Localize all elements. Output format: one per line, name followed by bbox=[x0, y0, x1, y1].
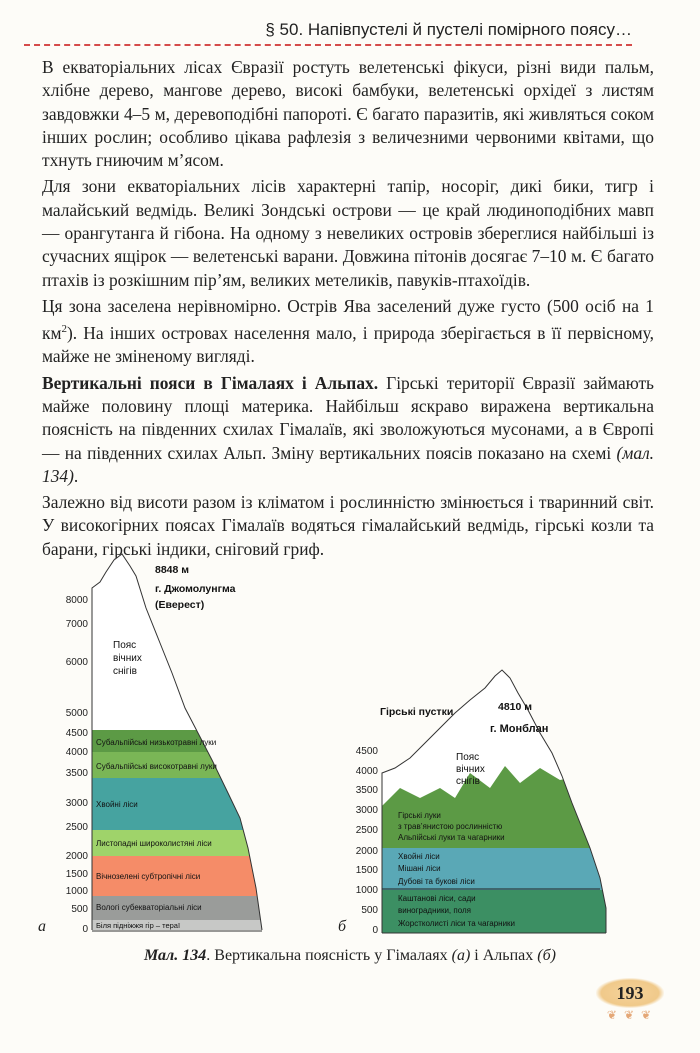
himalaya-label-alpine-high: Субальпійські високотравні луки bbox=[96, 762, 217, 771]
alps-tick-2500: 2500 bbox=[355, 825, 378, 836]
himalaya-diagram bbox=[66, 548, 270, 935]
paragraph-4-text: Гірські території Євразії займають майже половину площі материка. Найбільш яскраво виражена вертикальна поясність на південних схилах Гімалаїв, які зволожуються мусонами, а в Європі — на південних схилах Альп. Зміну вертикальних поясів показано на схемі bbox=[42, 372, 654, 463]
himalaya-label-conifer: Хвойні ліси bbox=[96, 800, 138, 809]
himalaya-tick-2500: 2500 bbox=[65, 822, 88, 833]
alps-y-axis bbox=[356, 746, 379, 936]
himalaya-tick-7000: 7000 bbox=[65, 619, 88, 630]
himalaya-tick-4500: 4500 bbox=[65, 728, 88, 739]
alps-tick-3000: 3000 bbox=[355, 805, 378, 816]
caption-b: (б) bbox=[537, 947, 556, 964]
vertical-zonation-figure bbox=[0, 548, 700, 948]
paragraph-3 bbox=[42, 295, 654, 369]
section-heading-vertical-zones: Вертикальні пояси в Гімалаях і Альпах. bbox=[42, 372, 379, 393]
alps-tick-3500: 3500 bbox=[355, 785, 378, 796]
page-ornament: ❦ ❦ ❦ bbox=[606, 1008, 654, 1022]
page-number: 193 bbox=[596, 978, 664, 1008]
himalaya-snow-label-2: вічних bbox=[113, 653, 142, 664]
himalaya-tick-3500: 3500 bbox=[65, 768, 88, 779]
alps-label-chestnut: Каштанові ліси, сади bbox=[398, 894, 476, 903]
alps-label-sclerophyll: Жорстколисті ліси та чагарники bbox=[398, 919, 516, 928]
figure-reference: (мал. 134) bbox=[42, 442, 654, 486]
paragraph-3-start: Ця зона заселена нерівномірно. Острів Ява заселений дуже густо (500 осіб на 1 км bbox=[42, 295, 654, 344]
alps-label-oak-beech: Дубові та букові ліси bbox=[398, 877, 475, 886]
himalaya-snow-label-3: снігів bbox=[113, 666, 137, 677]
alps-tick-2000: 2000 bbox=[355, 846, 378, 857]
figure-letter-b: б bbox=[338, 918, 347, 935]
alps-label-herbaceous: з трав’янистою рослинністю bbox=[398, 822, 503, 831]
alps-tick-0: 0 bbox=[372, 925, 378, 936]
alps-diagram bbox=[356, 648, 610, 936]
alps-tick-1500: 1500 bbox=[355, 865, 378, 876]
himalaya-label-broadleaf: Листопадні широколистяні ліси bbox=[96, 839, 212, 848]
figure-letter-a: а bbox=[38, 918, 46, 935]
caption-label: Мал. 134 bbox=[144, 947, 207, 964]
alps-label-vineyards: виноградники, поля bbox=[398, 906, 471, 915]
himalaya-label-terai: Біля підніжжя гір – тераї bbox=[96, 921, 181, 930]
himalaya-y-axis bbox=[66, 595, 89, 935]
alps-snow-label-2: вічних bbox=[456, 764, 485, 775]
alps-peak-name: г. Монблан bbox=[490, 723, 549, 735]
paragraph-2: Для зони екваторіальних лісів характерні тапір, носоріг, дикі бики, тигр і малайський ведмідь. Великі Зондські острови — це край людиноподібних мавп — орангутанга й гібона. На одному з невеликих островів збереглися найбільші із сучасних ящірок — велетенські варани. Довжина пітонів досягає 7–10 м. Є багато птахів із розкішним пір’ям, великих метеликів, павуків-птахоїдів. bbox=[42, 176, 654, 290]
himalaya-label-subequatorial: Вологі субекваторіальні ліси bbox=[96, 903, 202, 912]
alps-label-wasteland: Гірські пустки bbox=[380, 706, 454, 718]
himalaya-tick-0: 0 bbox=[82, 924, 88, 935]
himalaya-snow-label-1: Пояс bbox=[113, 640, 137, 651]
alps-label-mixed: Мішані ліси bbox=[398, 864, 441, 873]
paragraph-3-end: ). На інших островах населення мало, і природа зберігається в її первісному, майже не зміненому вигляді. bbox=[42, 323, 654, 367]
alps-snow-label-1: Пояс bbox=[456, 752, 480, 763]
paragraph-4 bbox=[42, 372, 654, 488]
himalaya-tick-500: 500 bbox=[71, 904, 88, 915]
himalaya-tick-2000: 2000 bbox=[65, 851, 88, 862]
caption-mid: і Альпах bbox=[470, 947, 538, 964]
himalaya-label-subtropical: Вічнозелені субтропічні ліси bbox=[96, 872, 201, 881]
himalaya-tick-5000: 5000 bbox=[65, 708, 88, 719]
himalaya-tick-3000: 3000 bbox=[65, 798, 88, 809]
paragraph-1: В екваторіальних лісах Євразії ростуть велетенські фікуси, різні види пальм, хлібне дерево, мангове дерево, високі бамбуки, велетенські орхідеї з листям завдовжки 4–5 м, деревоподібні папороті. Є багато паразитів, які живляться соком інших рослин; особливо цікава рафлезія з величезними червоними квітами, що тхнуть гниючим м’ясом. bbox=[42, 57, 654, 171]
alps-tick-500: 500 bbox=[361, 905, 378, 916]
alps-label-alpine-meadows: Альпійські луки та чагарники bbox=[398, 833, 505, 842]
alps-peak-height: 4810 м bbox=[498, 701, 533, 713]
alps-label-mountain-meadows: Гірські луки bbox=[398, 811, 441, 820]
alps-snow-label-3: снігів bbox=[456, 776, 480, 787]
himalaya-peak-labels bbox=[155, 564, 236, 611]
himalaya-label-alpine-low: Субальпійські низькотравні луки bbox=[96, 738, 217, 747]
alps-label-conifer: Хвойні ліси bbox=[398, 852, 440, 861]
body-text bbox=[42, 56, 654, 564]
alps-tick-1000: 1000 bbox=[355, 885, 378, 896]
alps-tick-4500: 4500 bbox=[355, 746, 378, 757]
himalaya-tick-4000: 4000 bbox=[65, 747, 88, 758]
paragraph-4-end: . bbox=[73, 465, 79, 486]
himalaya-tick-8000: 8000 bbox=[65, 595, 88, 606]
caption-text: . Вертикальна поясність у Гімалаях bbox=[206, 947, 452, 964]
paragraph-3-sup: 2 bbox=[61, 323, 67, 336]
himalaya-peak-height: 8848 м bbox=[155, 564, 190, 576]
figure-caption bbox=[0, 947, 700, 965]
alps-tick-4000: 4000 bbox=[355, 766, 378, 777]
himalaya-tick-1000: 1000 bbox=[65, 886, 88, 897]
himalaya-tick-6000: 6000 bbox=[65, 657, 88, 668]
himalaya-peak-name: г. Джомолунгма bbox=[155, 583, 236, 595]
caption-a: (а) bbox=[451, 947, 471, 964]
running-header bbox=[24, 14, 632, 46]
himalaya-peak-alias: (Еверест) bbox=[155, 599, 205, 611]
header-title: § 50. Напівпустелі й пустелі помірного поясу… bbox=[265, 20, 632, 39]
paragraph-5: Залежно від висоти разом із кліматом і рослинністю змінюється і тваринний світ. У високогірних поясах Гімалаїв водяться гімалайський ведмідь, гірські козли та барани, гірські індики, сніговий гриф. bbox=[42, 492, 654, 559]
himalaya-tick-1500: 1500 bbox=[65, 869, 88, 880]
